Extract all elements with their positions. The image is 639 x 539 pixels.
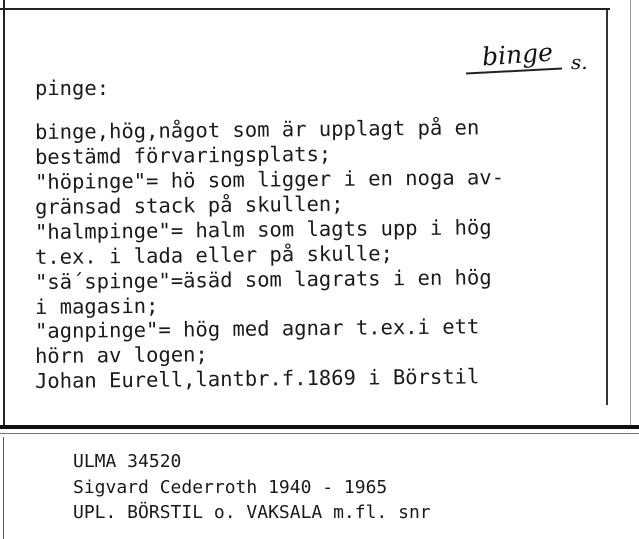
card-top-border: [0, 8, 610, 10]
card-right-border: [606, 10, 608, 405]
location-line: UPL. BÖRSTIL o. VAKSALA m.fl. snr: [73, 502, 431, 523]
body-line: binge,hög,något som är upplagt på en: [34, 115, 480, 144]
informant-line: Johan Eurell,lantbr.f.1869 i Börstil: [34, 364, 480, 393]
body-line: "agnpinge"= hög med agnar t.ex.i ett: [34, 314, 480, 343]
card-bottom-border-secondary: [0, 433, 639, 434]
body-line: "höpinge"= hö som ligger i en noga av-: [34, 165, 505, 194]
card-left-border: [3, 0, 5, 425]
body-line: bestämd förvaringsplats;: [34, 141, 332, 169]
handwritten-headword: binge: [481, 37, 554, 72]
card-bottom-border: [0, 425, 639, 429]
lemma-header: pinge:: [35, 76, 110, 100]
collector-line: Sigvard Cederroth 1940 - 1965: [73, 477, 388, 498]
body-line: "halmpinge"= halm som lagts upp i hög: [34, 215, 492, 244]
card-right-edge: [630, 0, 631, 425]
body-line: i magasin;: [34, 293, 159, 319]
body-line: gränsad stack på skullen;: [34, 191, 344, 219]
archive-id: ULMA 34520: [73, 451, 182, 472]
footer-left-border: [3, 437, 4, 539]
body-line: "sä´spinge"=äsäd som lagrats i en hög: [34, 265, 492, 294]
body-line: t.ex. i lada eller på skulle;: [34, 241, 394, 269]
part-of-speech-label: s.: [571, 50, 588, 74]
body-line: hörn av logen;: [34, 342, 208, 368]
